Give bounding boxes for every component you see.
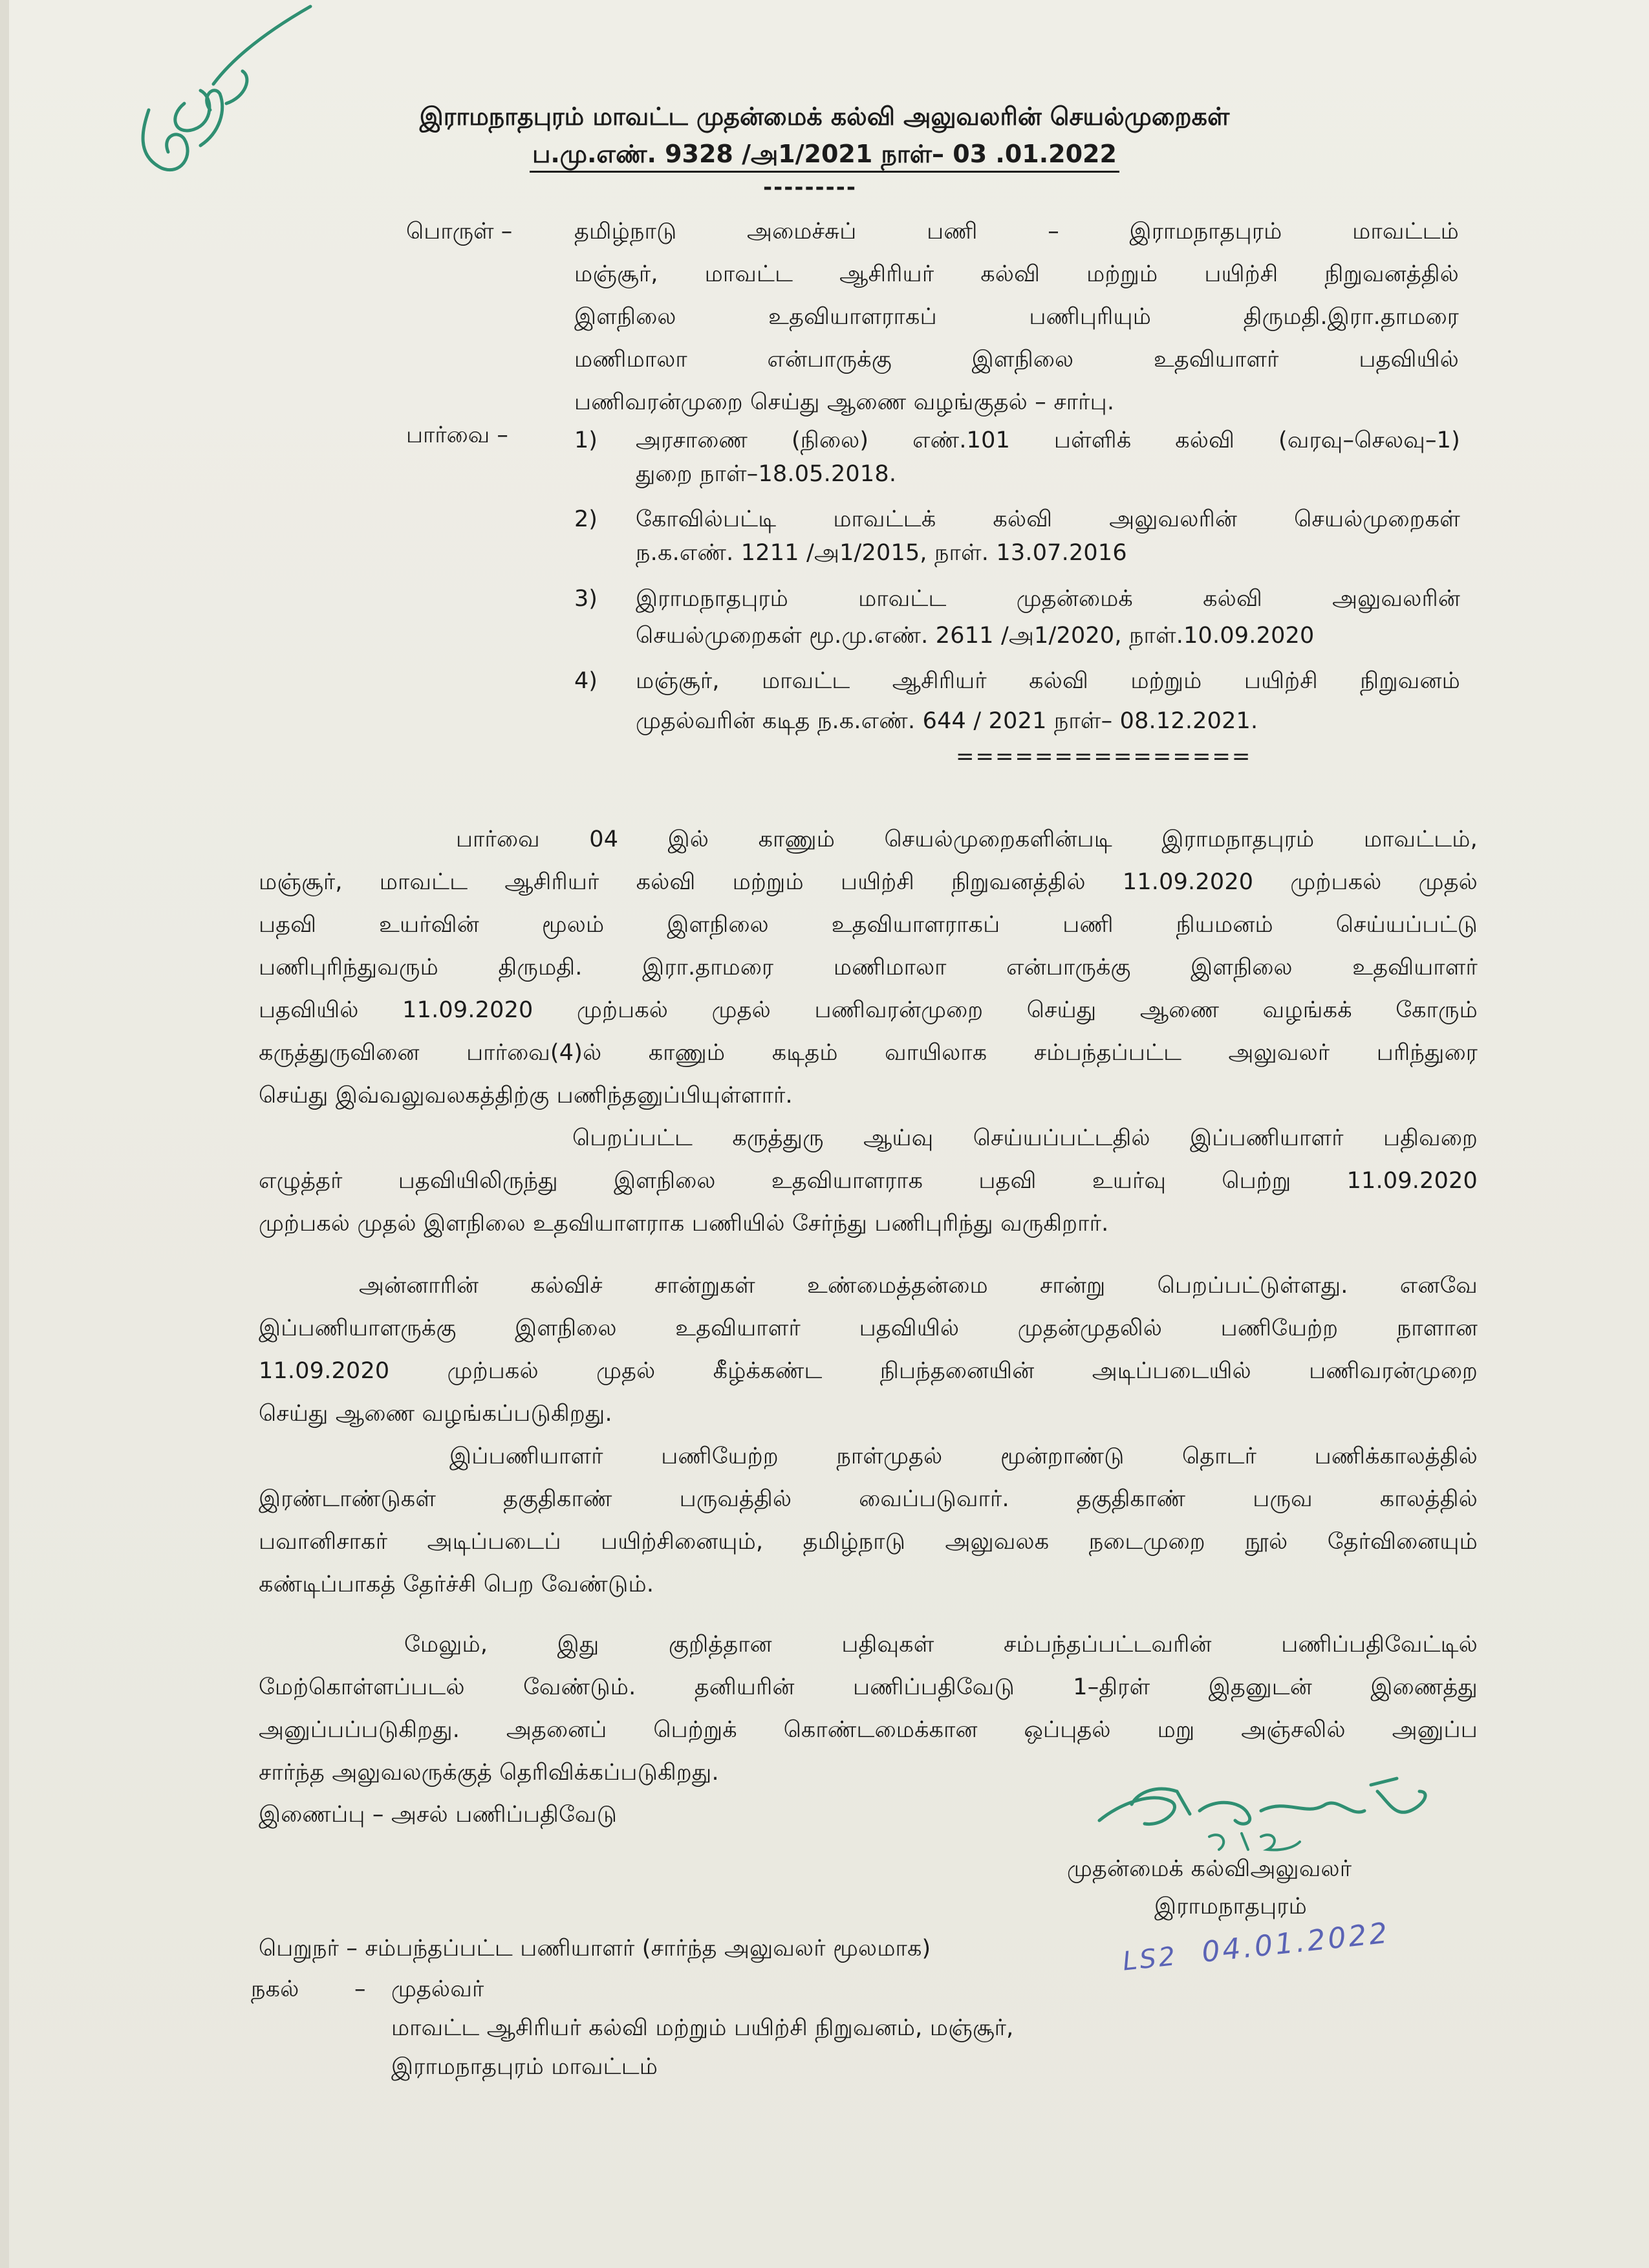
signatory-place: இராமநாதபுரம் [1154, 1894, 1308, 1919]
reference-2-line-2: ந.க.எண். 1211 /அ1/2015, நாள். 13.07.2016 [636, 540, 1127, 566]
reference-3-number: 3) [574, 586, 598, 612]
para2-line-1: பெறப்பட்ட கருத்துரு ஆய்வு செய்யப்பட்டதில் இப்பணியாளர் பதிவறை [572, 1125, 1478, 1151]
para3-line-4: செய்து ஆணை வழங்கப்படுகிறது. [259, 1401, 612, 1427]
para5-line-3: அனுப்பப்படுகிறது. அதனைப் பெற்றுக் கொண்டமைக்கான ஒப்புதல் மறு அஞ்சலில் அனுப்ப [259, 1717, 1478, 1743]
reference-3-line-2: செயல்முறைகள் மூ.மு.எண். 2611 /அ1/2020, நாள்.10.09.2020 [636, 623, 1315, 649]
para3-line-3: 11.09.2020 முற்பகல் முதல் கீழ்க்கண்ட நிபந்தனையின் அடிப்படையில் பணிவரன்முறை [259, 1358, 1478, 1384]
para1-line-4: பணிபுரிந்துவரும் திருமதி. இரா.தாமரை மணிமாலா என்பாருக்கு இளநிலை உதவியாளர் [259, 955, 1478, 980]
subject-line-4: மணிமாலா என்பாருக்கு இளநிலை உதவியாளர் பதவியில் [574, 347, 1459, 373]
para1-line-7: செய்து இவ்வலுவலகத்திற்கு பணிந்தனுப்பியுள்ளார். [259, 1083, 793, 1108]
para4-line-3: பவானிசாகர் அடிப்படைப் பயிற்சினையும், தமிழ்நாடு அலுவலக நடைமுறை நூல் தேர்வினையும் [259, 1529, 1478, 1555]
handwritten-date: 04.01.2022 [1200, 1916, 1392, 1969]
references-label: பார்வை – [406, 422, 508, 448]
para3-line-1: அன்னாரின் கல்விச் சான்றுகள் உண்மைத்தன்மை சான்று பெறப்பட்டுள்ளது. எனவே [359, 1273, 1478, 1299]
copy-dash: – [354, 1976, 366, 2002]
para3-line-2: இப்பணியாளருக்கு இளநிலை உதவியாளர் பதவியில் முதன்முதலில் பணியேற்ற நாளான [259, 1315, 1478, 1341]
reference-1-number: 1) [574, 427, 598, 453]
reference-4-line-1: மஞ்சூர், மாவட்ட ஆசிரியர் கல்வி மற்றும் பயிற்சி நிறுவனம் [636, 668, 1460, 694]
subject-label: பொருள் – [406, 219, 513, 244]
reference-1-line-1: அரசாணை (நிலை) எண்.101 பள்ளிக் கல்வி (வரவு–செலவு–1) [636, 427, 1460, 453]
signatory-designation: முதன்மைக் கல்விஅலுவலர் [1067, 1856, 1352, 1882]
subject-line-2: மஞ்சூர், மாவட்ட ஆசிரியர் கல்வி மற்றும் பயிற்சி நிறுவனத்தில் [574, 261, 1459, 287]
para5-line-4: சார்ந்த அலுவலருக்குத் தெரிவிக்கப்படுகிறது. [259, 1760, 719, 1786]
copy-line-1: முதல்வர் [391, 1976, 484, 2002]
para4-line-4: கண்டிப்பாகத் தேர்ச்சி பெற வேண்டும். [259, 1571, 654, 1597]
enclosure-line: இணைப்பு – அசல் பணிப்பதிவேடு [259, 1802, 618, 1828]
handwritten-initials-blue: LS2 [1121, 1941, 1180, 1977]
para1-line-5: பதவியில் 11.09.2020 முற்பகல் முதல் பணிவரன்முறை செய்து ஆணை வழங்கக் கோரும் [259, 997, 1478, 1023]
scan-edge [0, 0, 9, 2268]
para1-line-6: கருத்துருவினை பார்வை(4)ல் காணும் கடிதம் வாயிலாக சம்பந்தப்பட்ட அலுவலர் பரிந்துரை [259, 1040, 1478, 1066]
copy-line-2: மாவட்ட ஆசிரியர் கல்வி மற்றும் பயிற்சி நிறுவனம், மஞ்சூர், [391, 2015, 1014, 2041]
reference-4-line-2: முதல்வரின் கடித ந.க.எண். 644 / 2021 நாள்– 08.12.2021. [636, 708, 1258, 734]
para2-line-2: எழுத்தர் பதவியிலிருந்து இளநிலை உதவியாளராக பதவி உயர்வு பெற்று 11.09.2020 [259, 1168, 1478, 1194]
para1-line-2: மஞ்சூர், மாவட்ட ஆசிரியர் கல்வி மற்றும் பயிற்சி நிறுவனத்தில் 11.09.2020 முற்பகல் முதல் [259, 869, 1478, 895]
para1-line-1: பார்வை 04 இல் காணும் செயல்முறைகளின்படி இராமநாதபுரம் மாவட்டம், [456, 826, 1478, 852]
header-separator: --------- [763, 175, 857, 200]
para5-line-1: மேலும், இது குறித்தான பதிவுகள் சம்பந்தப்பட்டவரின் பணிப்பதிவேட்டில் [404, 1632, 1478, 1658]
para5-line-2: மேற்கொள்ளப்படல் வேண்டும். தனியரின் பணிப்பதிவேடு 1–திரள் இதனுடன் இணைத்து [259, 1674, 1478, 1700]
reference-4-number: 4) [574, 668, 598, 694]
copy-label: நகல் [251, 1976, 299, 2002]
reference-number: ப.மு.எண். 9328 /அ1/2021 நாள்– 03 .01.2022 [530, 137, 1119, 173]
reference-2-line-1: கோவில்பட்டி மாவட்டக் கல்வி அலுவலரின் செயல்முறைகள் [636, 506, 1460, 532]
subject-line-3: இளநிலை உதவியாளராகப் பணிபுரியும் திருமதி.இரா.தாமரை [574, 304, 1459, 330]
handwritten-signature [1093, 1766, 1455, 1856]
reference-2-number: 2) [574, 506, 598, 532]
reference-1-line-2: துறை நாள்–18.05.2018. [636, 461, 897, 487]
subject-line-1: தமிழ்நாடு அமைச்சுப் பணி – இராமநாதபுரம் மாவட்டம் [574, 219, 1459, 244]
document-title: இராமநாதபுரம் மாவட்ட முதன்மைக் கல்வி அலுவலரின் செயல்முறைகள் [419, 102, 1230, 131]
para1-line-3: பதவி உயர்வின் மூலம் இளநிலை உதவியாளராகப் பணி நியமனம் செய்யப்பட்டு [259, 912, 1478, 938]
copy-line-3: இராமநாதபுரம் மாவட்டம் [391, 2054, 658, 2080]
subject-line-5: பணிவரன்முறை செய்து ஆணை வழங்குதல் – சார்பு. [574, 389, 1115, 415]
references-separator: =============== [956, 744, 1252, 770]
recipient-line: பெறுநர் – சம்பந்தப்பட்ட பணியாளர் (சார்ந்த அலுவலர் மூலமாக) [259, 1936, 931, 1961]
para4-line-2: இரண்டாண்டுகள் தகுதிகாண் பருவத்தில் வைப்படுவார். தகுதிகாண் பருவ காலத்தில் [259, 1486, 1478, 1512]
reference-3-line-1: இராமநாதபுரம் மாவட்ட முதன்மைக் கல்வி அலுவலரின் [636, 586, 1460, 612]
para4-line-1: இப்பணியாளர் பணியேற்ற நாள்முதல் மூன்றாண்டு தொடர் பணிக்காலத்தில் [449, 1443, 1478, 1469]
para2-line-3: முற்பகல் முதல் இளநிலை உதவியாளராக பணியில் சேர்ந்து பணிபுரிந்து வருகிறார். [259, 1211, 1109, 1237]
